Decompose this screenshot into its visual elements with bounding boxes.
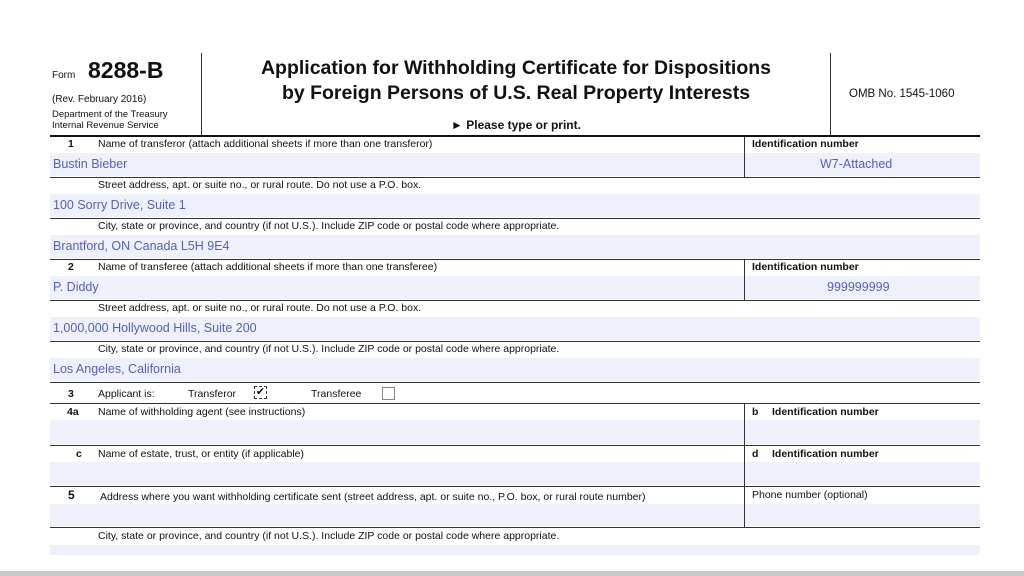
transferee-street-value: 1,000,000 Hollywood Hills, Suite 200 (53, 321, 257, 335)
transferee-name-label: Name of transferee (attach additional sheets if more than one transferee) (98, 261, 438, 273)
form-revision: (Rev. February 2016) (52, 94, 147, 105)
estate-trust-field[interactable] (50, 462, 744, 485)
form-word: Form (52, 70, 76, 81)
transferee-name-field[interactable] (50, 276, 744, 299)
transferor-city-label: City, state or province, and country (if not U.S.). Include ZIP code or postal code where appropriate. (98, 220, 560, 232)
transferee-street-field[interactable] (50, 317, 980, 340)
rule (50, 259, 980, 260)
transferor-name-field[interactable] (50, 153, 744, 176)
transferee-id-value: 999999999 (827, 280, 890, 294)
form-number: 8288-B (88, 57, 164, 83)
rule (50, 300, 980, 301)
form-header (0, 0, 1024, 135)
line-4a-number: 4a (67, 406, 79, 418)
transferee-city-label: City, state or province, and country (if not U.S.). Include ZIP code or postal code where appropriate. (98, 343, 560, 355)
transferor-street-value: 100 Sorry Drive, Suite 1 (53, 198, 186, 212)
viewer-bottom-bar (0, 571, 1024, 576)
withholding-agent-field[interactable] (50, 420, 744, 444)
transferor-name-value: Bustin Bieber (53, 157, 128, 171)
transferee-street-label: Street address, apt. or suite no., or rural route. Do not use a P.O. box. (98, 302, 422, 314)
certificate-city-label: City, state or province, and country (if not U.S.). Include ZIP code or postal code where appropriate. (98, 530, 560, 542)
withholding-agent-label: Name of withholding agent (see instructions) (98, 406, 306, 418)
line-3-number: 3 (68, 388, 74, 400)
certificate-address-field[interactable] (50, 504, 744, 526)
title-line-2: by Foreign Persons of U.S. Real Property Interests (281, 82, 751, 104)
transferor-street-label: Street address, apt. or suite no., or rural route. Do not use a P.O. box. (98, 179, 422, 191)
transferor-id-value: W7-Attached (820, 157, 893, 171)
estate-trust-id-field[interactable] (745, 462, 980, 485)
rule (50, 445, 980, 446)
transferee-id-field[interactable] (745, 276, 980, 299)
rule (50, 527, 980, 528)
print-instruction: ► Please type or print. (451, 118, 581, 132)
rule (50, 403, 980, 404)
department-label: Department of the Treasury (52, 109, 168, 120)
transferor-street-field[interactable] (50, 194, 980, 217)
rule (50, 218, 980, 219)
estate-trust-label: Name of estate, trust, or entity (if applicable) (98, 448, 305, 460)
checkmark-icon: ✔ (255, 386, 266, 398)
rule (50, 341, 980, 342)
transferor-option-label: Transferor (188, 388, 237, 400)
line-1-number: 1 (68, 138, 74, 150)
line-2-number: 2 (68, 261, 74, 273)
rule (50, 382, 980, 383)
rule (50, 486, 980, 487)
certificate-address-label: Address where you want withholding certificate sent (street address, apt. or suite no., P.O. box, or rural route number) (100, 491, 646, 503)
applicant-label: Applicant is: (98, 388, 155, 400)
form-title (202, 56, 830, 106)
transferee-id-label: Identification number (752, 261, 859, 273)
transferor-id-field[interactable] (745, 153, 980, 176)
transferor-checkbox[interactable] (254, 386, 267, 399)
certificate-city-field[interactable] (50, 545, 980, 555)
transferor-id-label: Identification number (752, 138, 859, 150)
title-line-1: Application for Withholding Certificate for Dispositions (260, 57, 772, 79)
transferee-city-field[interactable] (50, 358, 980, 381)
withholding-agent-id-label: Identification number (772, 406, 879, 418)
line-4b-number: b (752, 406, 759, 418)
rule (50, 177, 980, 178)
transferor-city-field[interactable] (50, 235, 980, 258)
transferor-city-value: Brantford, ON Canada L5H 9E4 (53, 239, 230, 253)
omb-number: OMB No. 1545-1060 (849, 88, 955, 100)
estate-trust-id-label: Identification number (772, 448, 879, 460)
header-rule (50, 135, 980, 137)
phone-number-field[interactable] (745, 504, 980, 526)
header-divider-right (830, 53, 831, 135)
transferee-name-value: P. Diddy (53, 280, 99, 294)
transferee-city-value: Los Angeles, California (53, 362, 181, 376)
withholding-agent-id-field[interactable] (745, 420, 980, 444)
transferee-checkbox[interactable] (382, 387, 395, 400)
line-5-number: 5 (68, 488, 75, 502)
transferor-name-label: Name of transferor (attach additional sheets if more than one transferor) (98, 138, 433, 150)
transferee-option-label: Transferee (311, 388, 362, 400)
line-4d-number: d (752, 448, 759, 460)
line-4c-number: c (76, 448, 82, 460)
phone-number-label: Phone number (optional) (752, 489, 868, 501)
irs-label: Internal Revenue Service (52, 120, 159, 131)
